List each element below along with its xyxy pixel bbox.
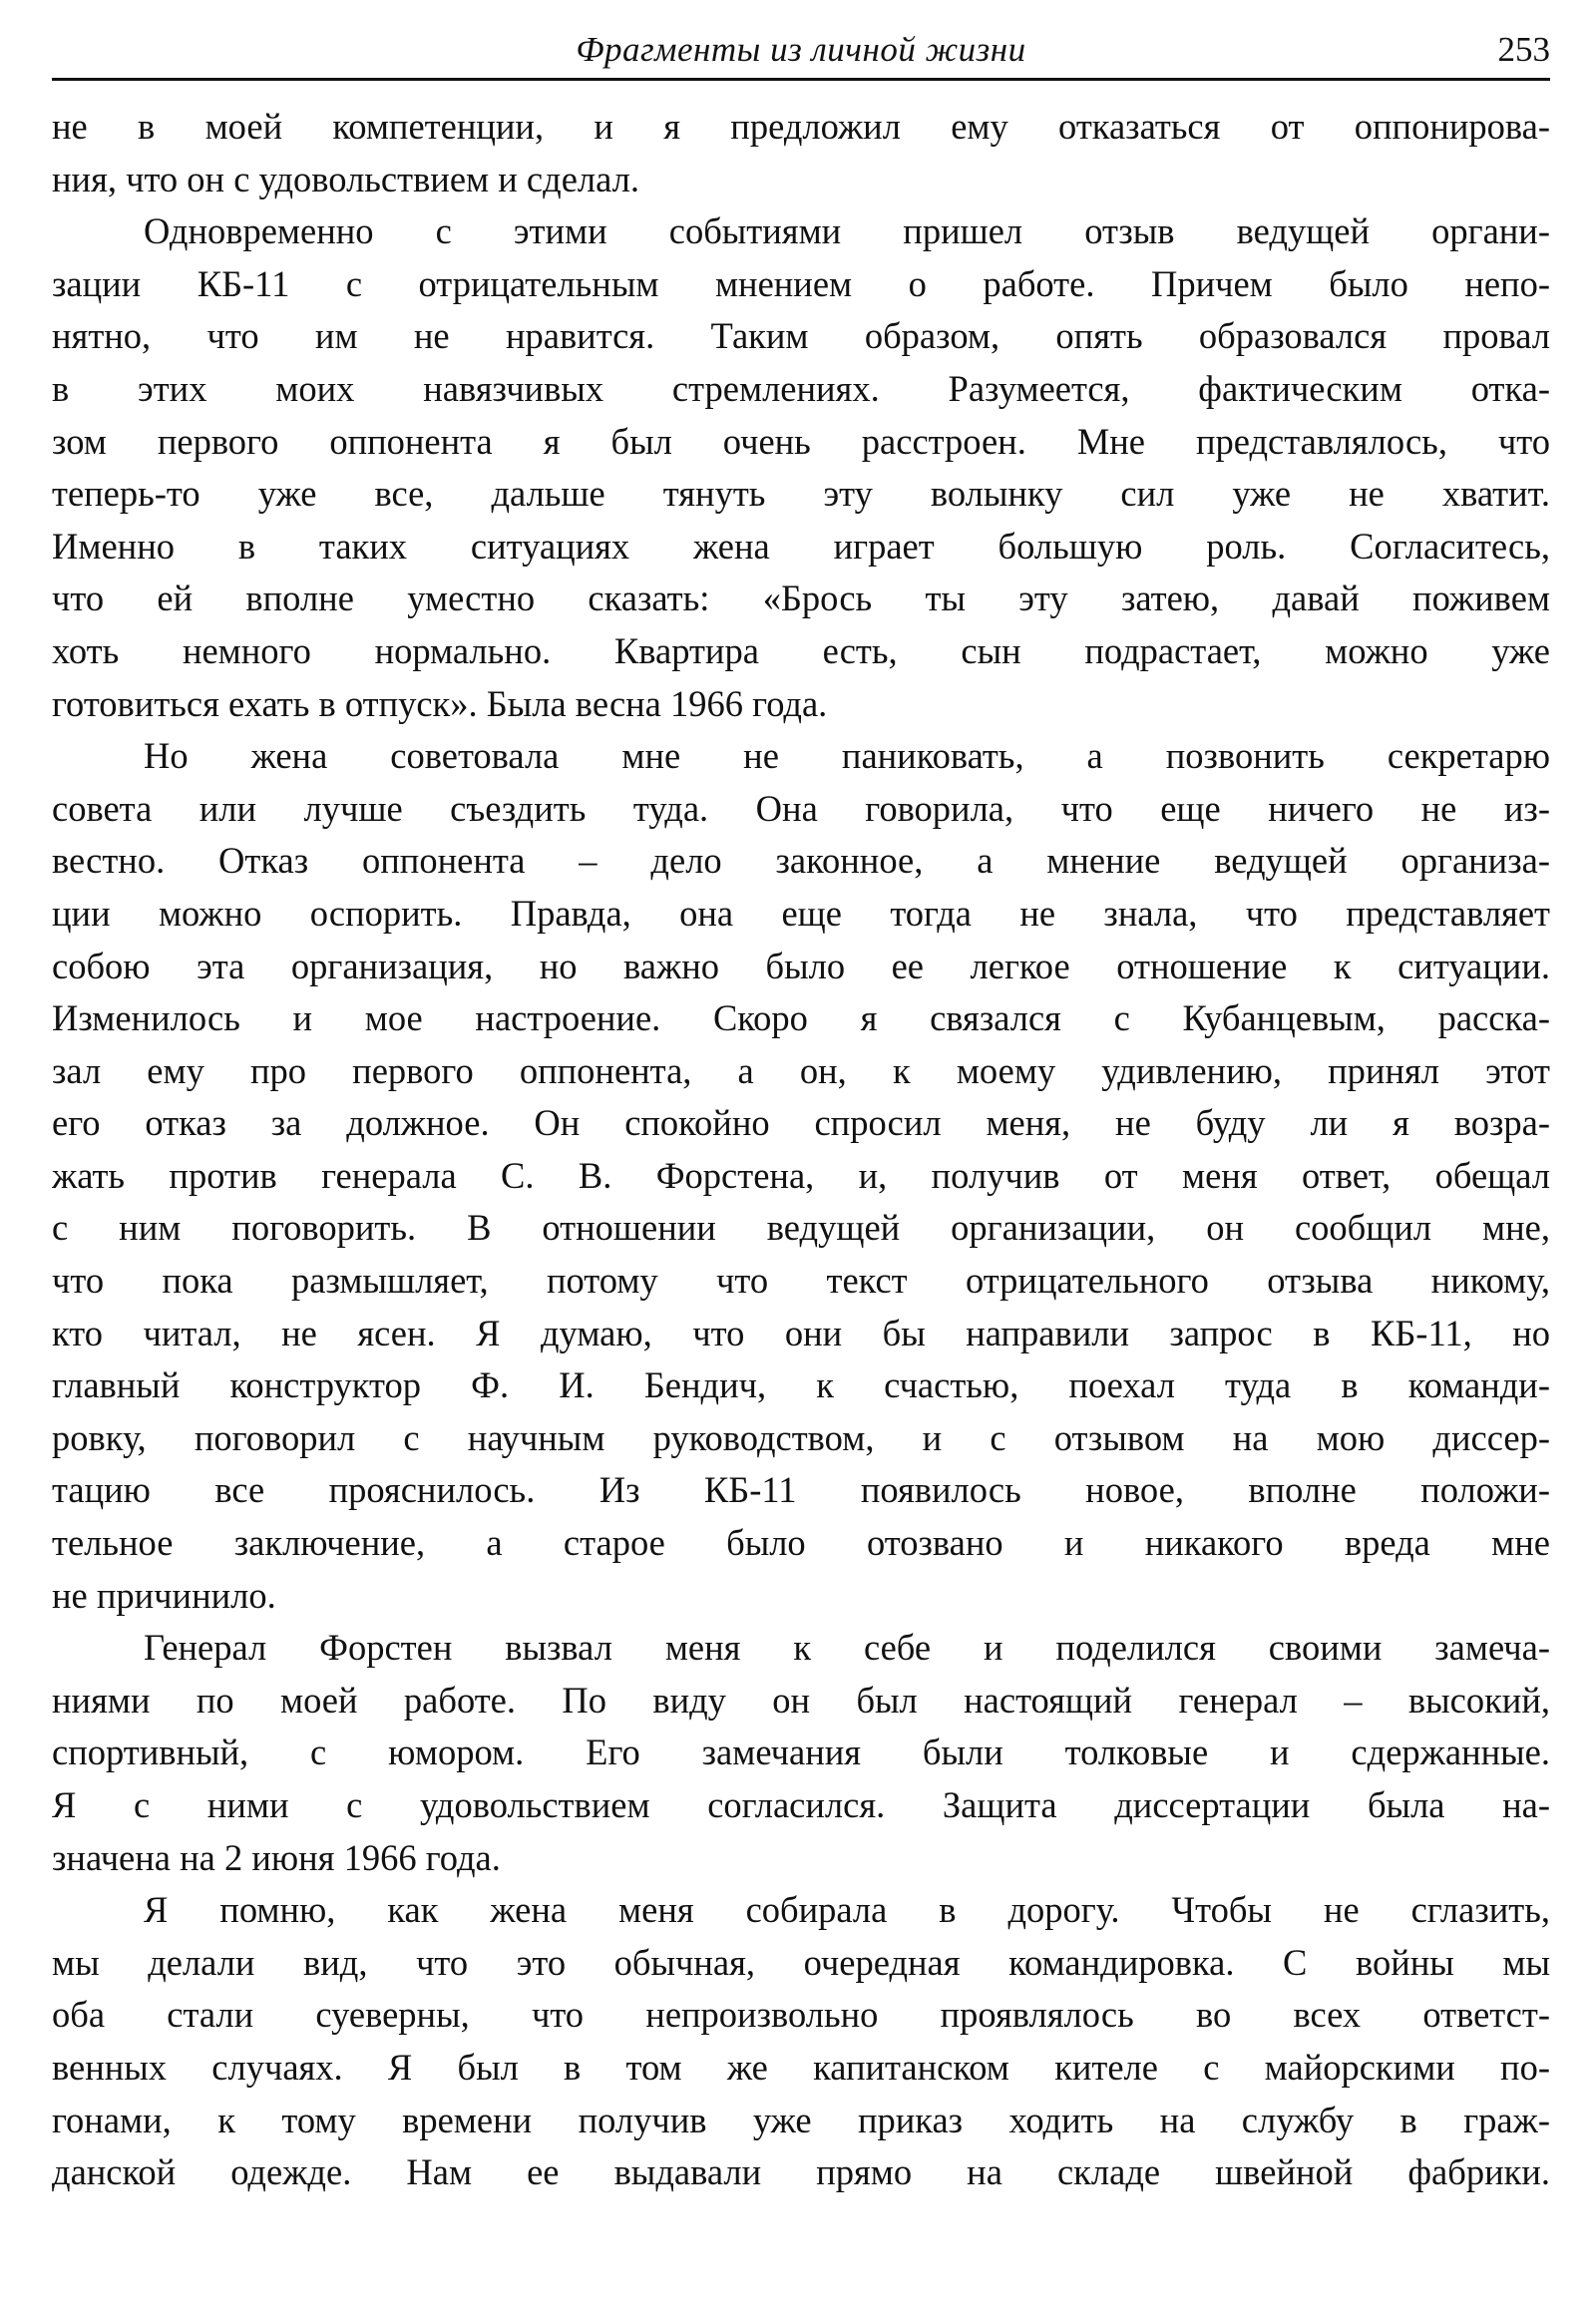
text-line: венных случаях. Я был в том же капитанском кителе с майорскими по- [52,2046,1550,2088]
text-line: мы делали вид, что это обычная, очередная командировка. С войны мы [52,1941,1550,1983]
text-line: готовиться ехать в отпуск». Была весна 1966 года. [52,682,828,724]
text-line: тельное заключение, а старое было отозвано и никакого вреда мне [52,1522,1550,1564]
paragraph [52,730,1550,1622]
paragraph [52,101,1550,205]
text-line: нятно, что им не нравится. Таким образом, опять образовался провал [52,315,1550,357]
text-line: его отказ за должное. Он спокойно спросил меня, не буду ли я возра- [52,1102,1550,1144]
text-line: с ним поговорить. В отношении ведущей организации, он сообщил мне, [52,1207,1550,1249]
book-page [52,20,1550,2199]
text-line: Но жена советовала мне не паниковать, а позвонить секретарю [144,735,1550,777]
text-line: что пока размышляет, потому что текст отрицательного отзыва никому, [52,1260,1550,1302]
text-line: теперь-то уже все, дальше тянуть эту волынку сил уже не хватит. [52,473,1550,515]
running-title: Фрагменты из личной жизни [576,30,1026,69]
text-line: не причинило. [52,1574,276,1616]
text-line: ния, что он с удовольствием и сделал. [52,158,639,199]
text-line: ровку, поговорил с научным руководством, и с отзывом на мою диссер- [52,1416,1550,1458]
text-line: вестно. Отказ оппонента – дело законное, а мнение ведущей организа- [52,840,1550,882]
text-line: Я с ними с удовольствием согласился. Защита диссертации была на- [52,1784,1550,1825]
paragraph [52,205,1550,730]
body-text [52,101,1550,2199]
text-line: жать против генерала С. В. Форстена, и, получив от меня ответ, обещал [52,1154,1550,1196]
text-line: зал ему про первого оппонента, а он, к моему удивлению, принял этот [52,1049,1550,1091]
text-line: данской одежде. Нам ее выдавали прямо на складе швейной фабрики. [52,2151,1550,2193]
text-line: не в моей компетенции, и я предложил ему отказаться от оппонирова- [52,106,1550,147]
text-line: Именно в таких ситуациях жена играет большую роль. Согласитесь, [52,525,1550,567]
text-line: хоть немного нормально. Квартира есть, сын подрастает, можно уже [52,629,1550,671]
text-line: Одновременно с этими событиями пришел отзыв ведущей органи- [144,210,1550,252]
text-line: зации КБ-11 с отрицательным мнением о работе. Причем было непо- [52,262,1550,304]
text-line: Изменилось и мое настроение. Скоро я связался с Кубанцевым, расска- [52,997,1550,1039]
text-line: оба стали суеверны, что непроизвольно проявлялось во всех ответст- [52,1994,1550,2036]
text-line: ции можно оспорить. Правда, она еще тогда не знала, что представляет [52,892,1550,934]
text-line: ниями по моей работе. По виду он был настоящий генерал – высокий, [52,1679,1550,1721]
page-number: 253 [1497,30,1550,69]
text-line: главный конструктор Ф. И. Бендич, к счастью, поехал туда в команди- [52,1364,1550,1406]
text-line: что ей вполне уместно сказать: «Брось ты эту затею, давай поживем [52,578,1550,619]
paragraph [52,1622,1550,1884]
text-line: спортивный, с юмором. Его замечания были толковые и сдержанные. [52,1732,1550,1773]
running-header [52,20,1550,81]
text-line: тацию все прояснилось. Из КБ-11 появилось новое, вполне положи- [52,1469,1550,1511]
text-line: Генерал Форстен вызвал меня к себе и поделился своими замеча- [144,1627,1550,1669]
text-line: в этих моих навязчивых стремлениях. Разумеется, фактическим отка- [52,367,1550,409]
text-line: зом первого оппонента я был очень расстроен. Мне представлялось, что [52,420,1550,462]
paragraph [52,1884,1550,2199]
text-line: собою эта организация, но важно было ее легкое отношение к ситуации. [52,945,1550,986]
text-line: кто читал, не ясен. Я думаю, что они бы направили запрос в КБ-11, но [52,1312,1550,1353]
text-line: Я помню, как жена меня собирала в дорогу. Чтобы не сглазить, [144,1889,1550,1931]
text-line: значена на 2 июня 1966 года. [52,1836,501,1878]
text-line: совета или лучше съездить туда. Она говорила, что еще ничего не из- [52,787,1550,829]
text-line: гонами, к тому времени получив уже приказ ходить на службу в граж- [52,2099,1550,2140]
